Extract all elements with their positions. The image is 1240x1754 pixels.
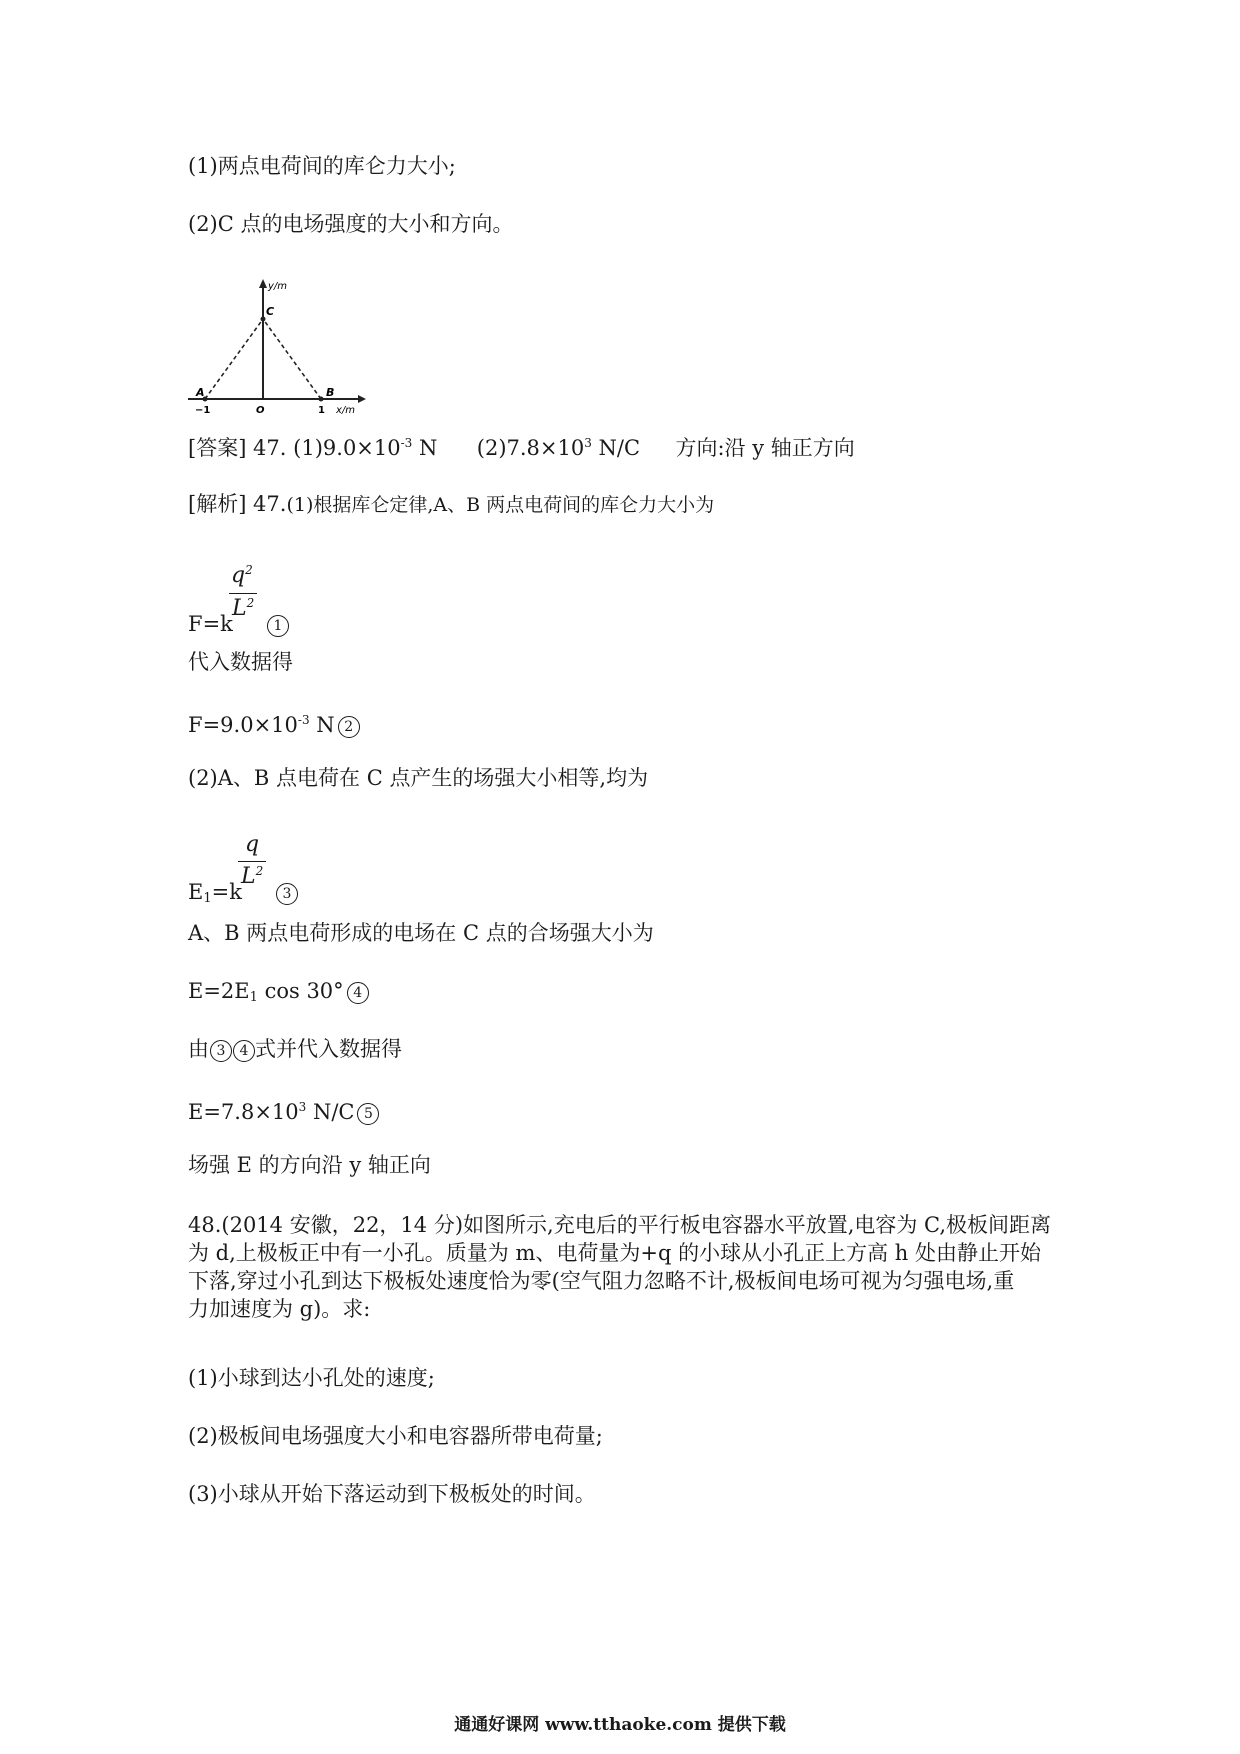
x-axis-arrow — [358, 395, 366, 403]
field-direction-line: 场强 E 的方向沿 y 轴正向 — [188, 1153, 431, 1177]
f-value-line: $F=9.0\times 10^{-3}$ N 2 — [188, 706, 360, 739]
q47-sub1: (1)两点电荷间的库仑力大小; — [188, 154, 456, 178]
label-c: C — [266, 305, 275, 318]
q48-stem — [188, 1211, 1068, 1323]
page-footer: 通通好课网 www.tthaoke.com 提供下载 — [454, 1715, 786, 1735]
f-formula-lhs: F=k — [188, 612, 233, 636]
analysis-tag: [解析] 47. — [188, 492, 287, 516]
answer-1: $(1)9.0\times 10^{-3}$ N — [293, 436, 438, 460]
label-b: B — [326, 386, 335, 399]
e-formula-line: $E=2E_1$ cos 30° 4 — [188, 977, 369, 1012]
q48-stem-line: 48.(2014 安徽，22，14 分)如图所示,充电后的平行板电容器水平放置,电容为 C,极板间距离 — [188, 1213, 1052, 1237]
answer-line — [188, 429, 855, 462]
tick-1: 1 — [318, 405, 325, 415]
from-equations-line: 由 3 4 式并代入数据得 — [188, 1037, 402, 1061]
substitute-data: 代入数据得 — [188, 650, 293, 674]
tick-neg1: −1 — [195, 405, 211, 415]
marker-1: 1 — [264, 610, 289, 638]
analysis-intro-line — [188, 490, 714, 519]
y-axis-label: y/m — [268, 281, 288, 292]
point-b-dot — [319, 397, 324, 402]
f-denominator: $L^2$ — [232, 596, 255, 621]
q48-stem-line: 力加速度为 g)。求: — [188, 1297, 371, 1321]
e-value-line: $E=7.8\times 10^3$ N/C 5 — [188, 1093, 379, 1126]
label-a: A — [196, 386, 205, 399]
answer-direction: 方向:沿 y 轴正方向 — [675, 436, 855, 460]
e1-denominator: $L^2$ — [241, 864, 264, 889]
q48-sub1: (1)小球到达小孔处的速度; — [188, 1366, 435, 1390]
q48-sub3: (3)小球从开始下落运动到下极板处的时间。 — [188, 1482, 596, 1506]
marker-5: 5 — [357, 1103, 379, 1125]
analysis-intro: (1)根据库仑定律,A、B 两点电荷间的库仑力大小为 — [286, 494, 715, 516]
e1-fraction-bar — [238, 861, 266, 862]
part2-intro: (2)A、B 点电荷在 C 点产生的场强大小相等,均为 — [188, 766, 649, 790]
combined-field-line: A、B 两点电荷形成的电场在 C 点的合场强大小为 — [188, 921, 654, 945]
answer-2: $(2)7.8\times 10^3$ N/C — [476, 436, 641, 460]
e1-formula-lhs: $E_1=k$ — [188, 880, 242, 906]
marker-4: 4 — [347, 982, 369, 1004]
f-numerator: $q^2$ — [231, 563, 253, 588]
q48-stem-line: 下落,穿过小孔到达下极板处速度恰为零(空气阻力忽略不计,极板间电场可视为匀强电场,重 — [188, 1269, 1015, 1293]
q48-stem-line: 为 d,上极板正中有一小孔。质量为 m、电荷量为+q 的小球从小孔正上方高 h 处由静止开始 — [188, 1241, 1041, 1265]
marker-2: 2 — [338, 716, 360, 738]
answer-tag: [答案] 47. — [188, 436, 287, 460]
y-axis-arrow — [259, 279, 267, 288]
coordinate-figure — [180, 275, 370, 415]
segment-bc — [263, 319, 321, 399]
f-fraction-bar — [229, 593, 257, 594]
point-c-dot — [261, 317, 266, 322]
x-axis-label: x/m — [336, 405, 356, 415]
q47-sub2: (2)C 点的电场强度的大小和方向。 — [188, 212, 514, 236]
segment-ac — [205, 319, 263, 399]
tick-origin: O — [256, 405, 265, 415]
q48-sub2: (2)极板间电场强度大小和电容器所带电荷量; — [188, 1424, 603, 1448]
marker-3: 3 — [273, 878, 298, 906]
e1-numerator: q — [245, 832, 260, 857]
